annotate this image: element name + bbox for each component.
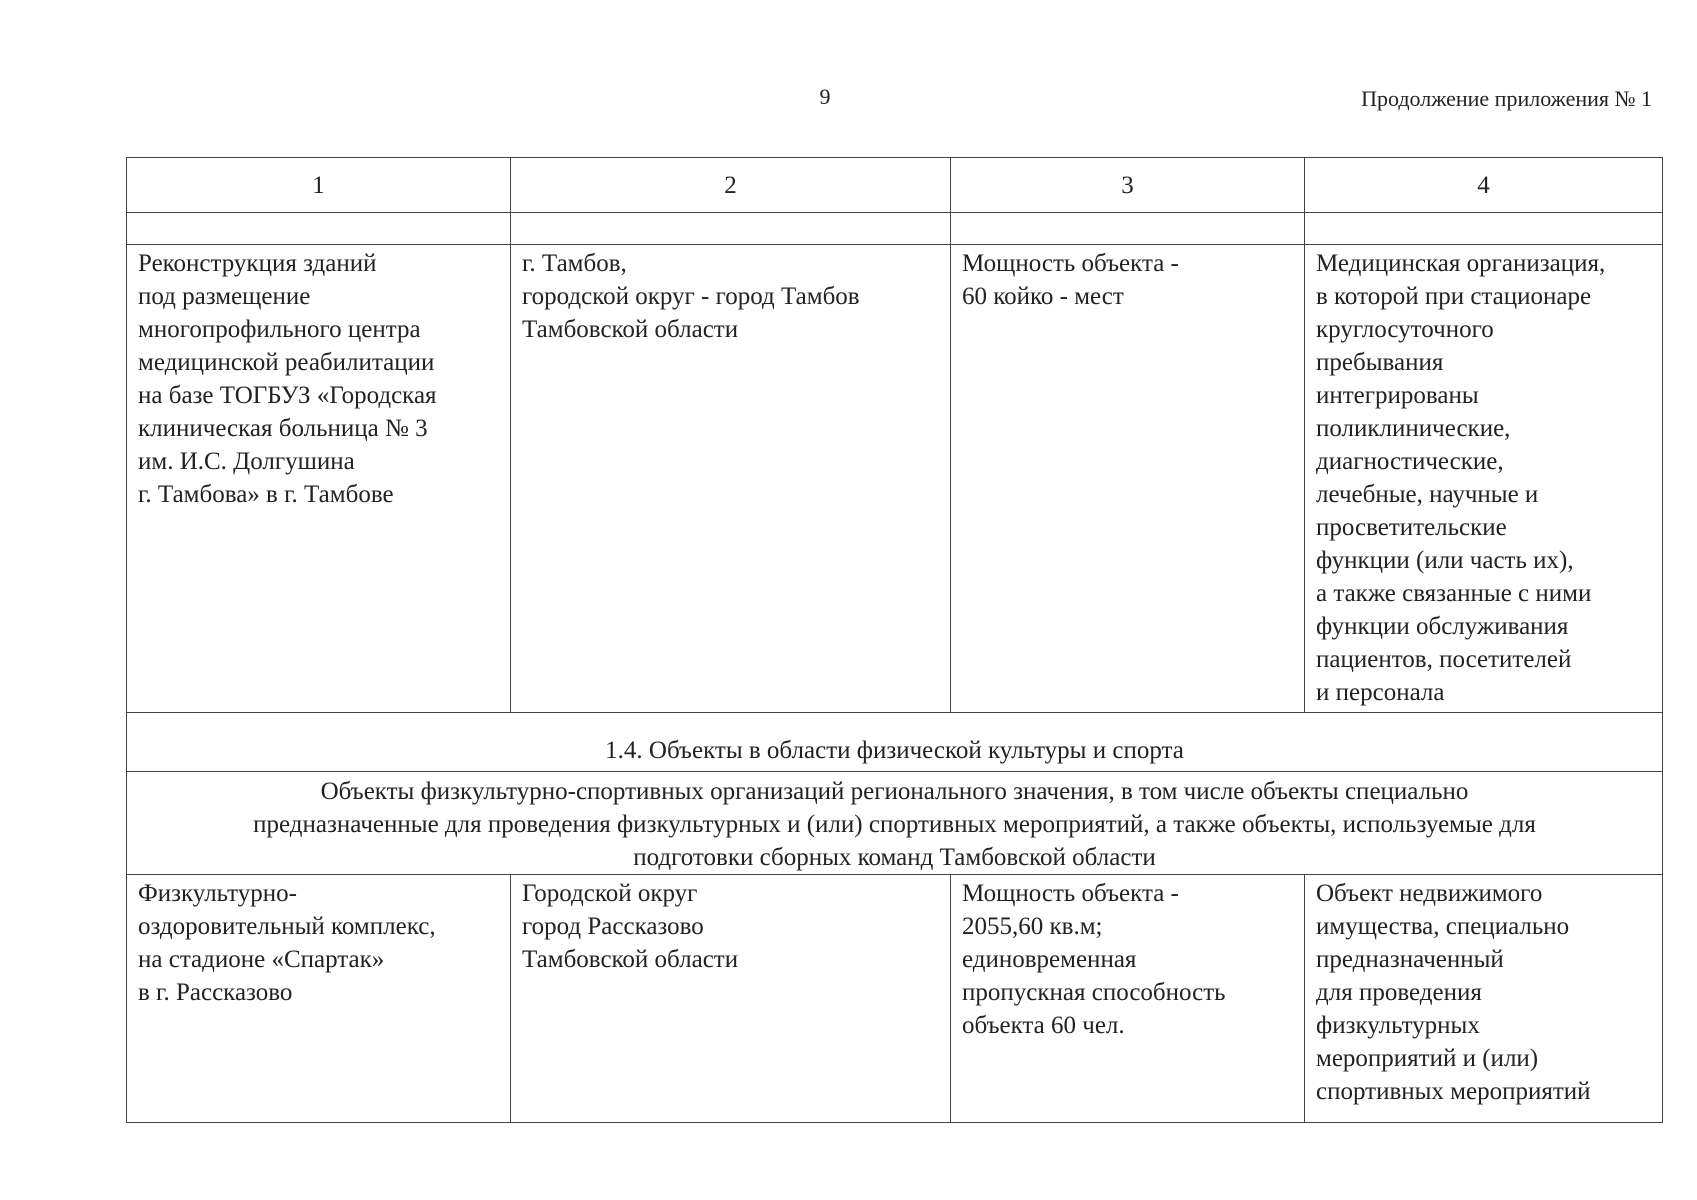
text-line: 60 койко - мест bbox=[962, 283, 1124, 310]
column-number-1: 1 bbox=[127, 158, 511, 213]
text-line: в которой при стационаре bbox=[1316, 283, 1592, 310]
text-line: г. Тамбова» в г. Тамбове bbox=[138, 481, 394, 508]
text-line: пациентов, посетителей bbox=[1316, 646, 1572, 673]
text-line: Объекты физкультурно-спортивных организаций регионального значения, в том числе объекты специально bbox=[320, 778, 1469, 805]
text-line: имущества, специально bbox=[1316, 913, 1570, 940]
text-line: функции обслуживания bbox=[1316, 613, 1569, 640]
text-line: Медицинская организация, bbox=[1316, 250, 1606, 277]
section-title: 1.4. Объекты в области физической культуры и спорта bbox=[127, 713, 1663, 772]
text-line: Физкультурно- bbox=[138, 880, 297, 907]
text-line: объекта 60 чел. bbox=[962, 1012, 1125, 1039]
column-number-row bbox=[127, 158, 1663, 213]
text-line: круглосуточного bbox=[1316, 316, 1494, 343]
page-number: 9 bbox=[819, 84, 831, 109]
description-cell bbox=[1305, 245, 1663, 713]
text-line: просветительские bbox=[1316, 514, 1507, 541]
column-number-3: 3 bbox=[951, 158, 1305, 213]
table-row-sports-complex bbox=[127, 875, 1663, 1123]
text-line: для проведения bbox=[1316, 979, 1482, 1006]
empty-cell bbox=[1305, 213, 1663, 245]
text-line: г. Тамбов, bbox=[522, 250, 627, 277]
text-line: подготовки сборных команд Тамбовской области bbox=[633, 844, 1156, 871]
text-line: Мощность объекта - bbox=[962, 250, 1179, 277]
text-line: лечебные, научные и bbox=[1316, 481, 1539, 508]
text-line: поликлинические, bbox=[1316, 415, 1511, 442]
appendix-continuation-label: Продолжение приложения № 1 bbox=[1361, 86, 1652, 111]
text-line: в г. Рассказово bbox=[138, 979, 293, 1006]
text-line: а также связанные с ними bbox=[1316, 580, 1592, 607]
text-line: мероприятий и (или) bbox=[1316, 1045, 1539, 1072]
column-number-4: 4 bbox=[1305, 158, 1663, 213]
text-line: спортивных мероприятий bbox=[1316, 1078, 1591, 1105]
text-line: Тамбовской области bbox=[522, 316, 739, 343]
text-line: клиническая больница № 3 bbox=[138, 415, 428, 442]
subsection-title bbox=[127, 772, 1663, 875]
text-line: предназначенный bbox=[1316, 946, 1504, 973]
object-name-cell bbox=[127, 875, 511, 1123]
text-line: Объект недвижимого bbox=[1316, 880, 1543, 907]
description-cell bbox=[1305, 875, 1663, 1123]
text-line: функции (или часть их), bbox=[1316, 547, 1574, 574]
object-name-cell bbox=[127, 245, 511, 713]
text-line: пропускная способность bbox=[962, 979, 1226, 1006]
capacity-cell bbox=[951, 875, 1305, 1123]
empty-cell bbox=[127, 213, 511, 245]
text-line: физкультурных bbox=[1316, 1012, 1480, 1039]
text-line: на стадионе «Спартак» bbox=[138, 946, 385, 973]
text-line: пребывания bbox=[1316, 349, 1444, 376]
text-line: и персонала bbox=[1316, 679, 1445, 706]
empty-row bbox=[127, 213, 1663, 245]
text-line: им. И.С. Долгушина bbox=[138, 448, 355, 475]
text-line: на базе ТОГБУЗ «Городская bbox=[138, 382, 437, 409]
text-line: медицинской реабилитации bbox=[138, 349, 435, 376]
text-line: оздоровительный комплекс, bbox=[138, 913, 436, 940]
text-line: город Рассказово bbox=[522, 913, 704, 940]
text-line: единовременная bbox=[962, 946, 1137, 973]
text-line: интегрированы bbox=[1316, 382, 1479, 409]
location-cell bbox=[511, 245, 951, 713]
text-line: предназначенные для проведения физкультурных и (или) спортивных мероприятий, а также объекты, используемые для bbox=[253, 811, 1536, 838]
appendix-table bbox=[126, 157, 1663, 1123]
subsection-heading-row bbox=[127, 772, 1663, 875]
section-heading-row bbox=[127, 713, 1663, 772]
text-line: Реконструкция зданий bbox=[138, 250, 377, 277]
text-line: Мощность объекта - bbox=[962, 880, 1179, 907]
text-line: диагностические, bbox=[1316, 448, 1504, 475]
table-row-rehab-center bbox=[127, 245, 1663, 713]
text-line: Тамбовской области bbox=[522, 946, 739, 973]
capacity-cell bbox=[951, 245, 1305, 713]
text-line: городской округ - город Тамбов bbox=[522, 283, 860, 310]
empty-cell bbox=[511, 213, 951, 245]
text-line: 2055,60 кв.м; bbox=[962, 913, 1103, 940]
location-cell bbox=[511, 875, 951, 1123]
text-line: многопрофильного центра bbox=[138, 316, 421, 343]
empty-cell bbox=[951, 213, 1305, 245]
text-line: Городской округ bbox=[522, 880, 698, 907]
column-number-2: 2 bbox=[511, 158, 951, 213]
text-line: под размещение bbox=[138, 283, 311, 310]
